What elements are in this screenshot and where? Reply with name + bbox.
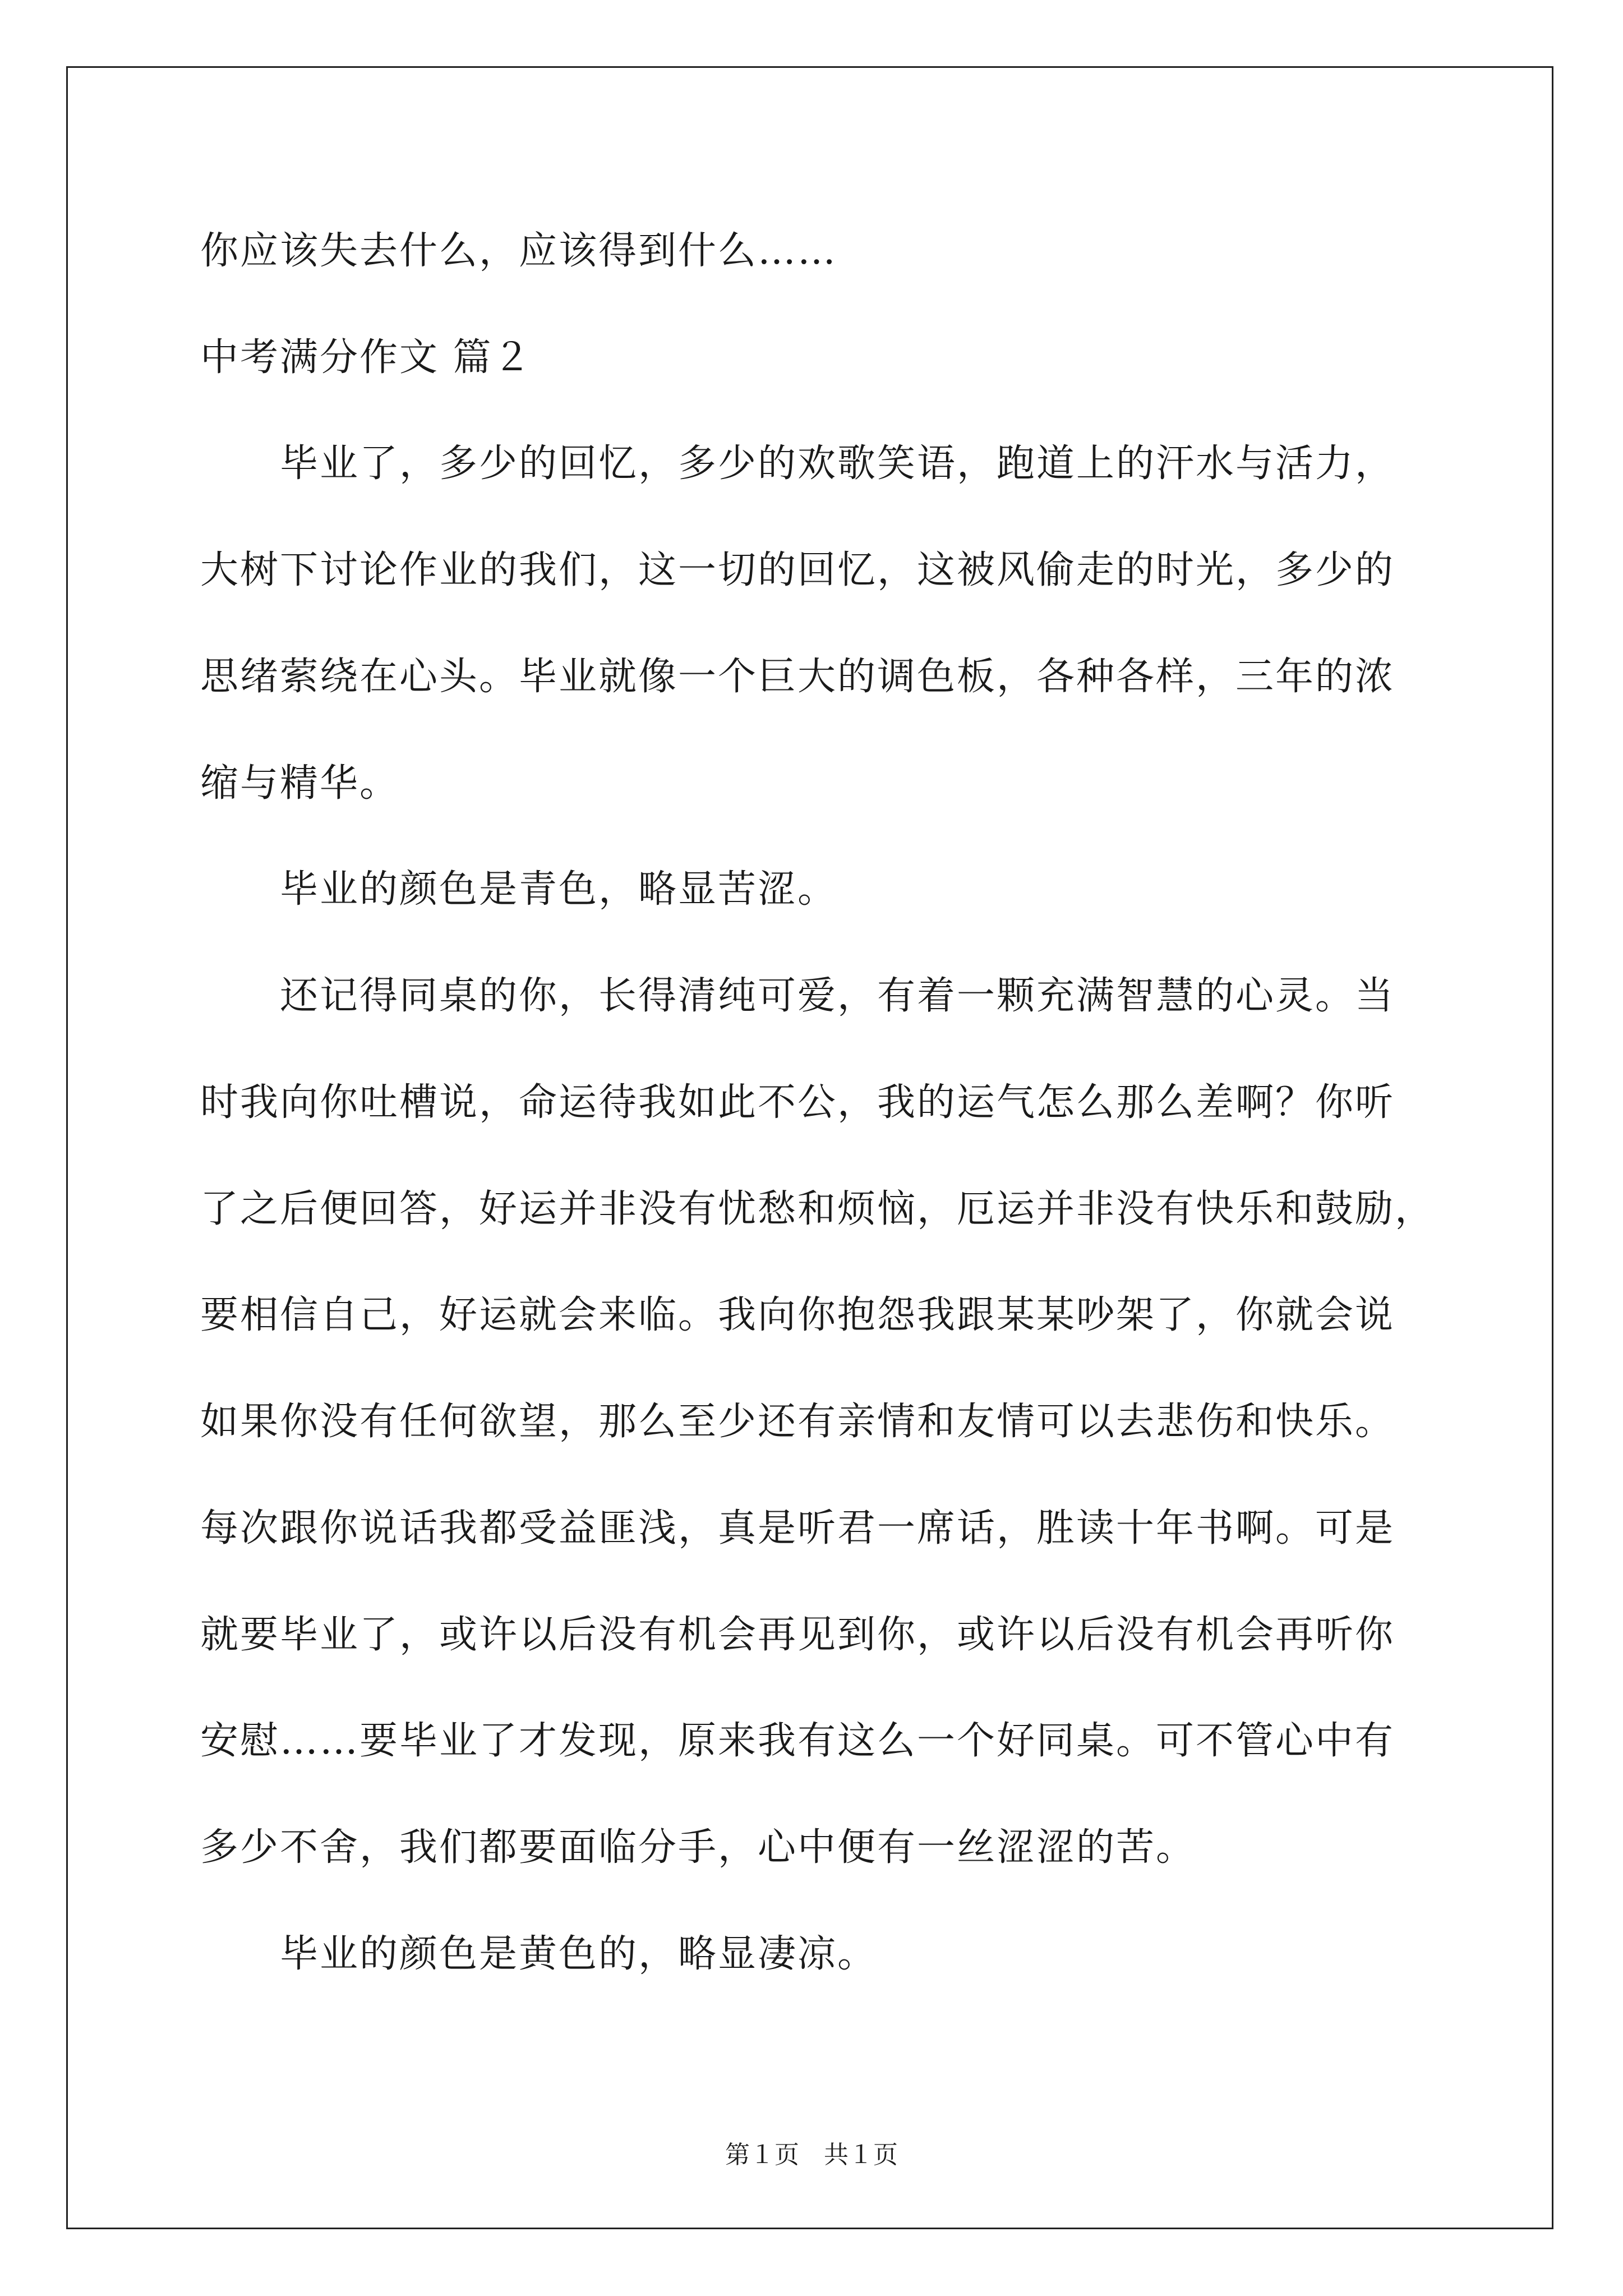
text-line: 多少不舍，我们都要面临分手，心中便有一丝涩涩的苦。 [200, 1825, 1196, 1870]
text-line: 毕业了，多少的回忆，多少的欢歌笑语，跑道上的汗水与活力， [200, 441, 1395, 486]
text-line: 要相信自己，好运就会来临。我向你抱怨我跟某某吵架了，你就会说 [200, 1293, 1395, 1337]
text-line: 时我向你吐槽说，命运待我如此不公，我的运气怎么那么差啊？你听 [200, 1080, 1395, 1125]
page-border [66, 66, 1553, 2229]
section-heading: 中考满分作文 篇２ [200, 335, 533, 380]
text-line: 大树下讨论作业的我们，这一切的回忆，这被风偷走的时光，多少的 [200, 548, 1395, 592]
text-line: 毕业的颜色是黄色的，略显凄凉。 [200, 1932, 878, 1976]
text-line: 你应该失去什么，应该得到什么…… [200, 229, 838, 273]
text-line: 毕业的颜色是青色，略显苦涩。 [200, 867, 838, 912]
text-line: 每次跟你说话我都受益匪浅，真是听君一席话，胜读十年书啊。可是 [200, 1506, 1395, 1550]
text-line: 了之后便回答，好运并非没有忧愁和烦恼，厄运并非没有快乐和鼓励， [200, 1187, 1435, 1231]
text-line: 就要毕业了，或许以后没有机会再见到你，或许以后没有机会再听你 [200, 1613, 1395, 1657]
text-line: 安慰……要毕业了才发现，原来我有这么一个好同桌。可不管心中有 [200, 1719, 1395, 1763]
page-number-footer: 第１页 共１页 [725, 2141, 898, 2169]
text-line: 还记得同桌的你，长得清纯可爱，有着一颗充满智慧的心灵。当 [200, 974, 1395, 1018]
text-line: 如果你没有任何欲望，那么至少还有亲情和友情可以去悲伤和快乐。 [200, 1400, 1395, 1444]
text-line: 思绪萦绕在心头。毕业就像一个巨大的调色板，各种各样，三年的浓 [200, 655, 1395, 699]
text-line: 缩与精华。 [200, 761, 400, 806]
